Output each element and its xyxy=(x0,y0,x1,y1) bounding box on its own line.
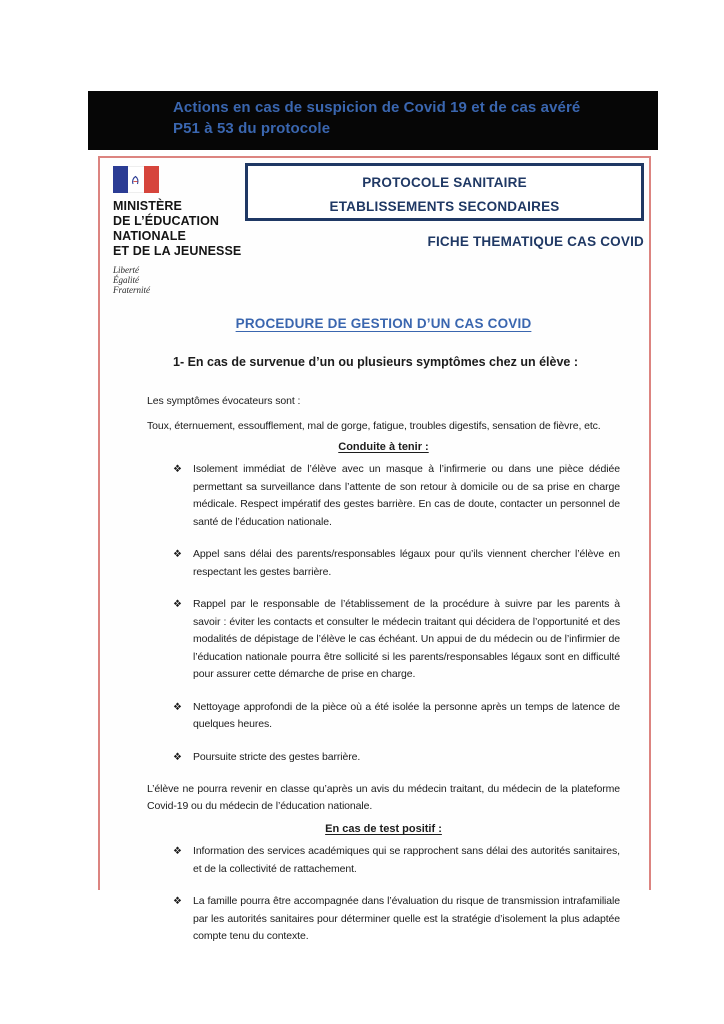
symptoms-list: Toux, éternuement, essoufflement, mal de gorge, fatigue, troubles digestifs, sensation de fièvre, etc. xyxy=(147,420,601,432)
list-item-text: Nettoyage approfondi de la pièce où a été isolée la personne après un temps de latence de quelques heures. xyxy=(193,700,620,730)
conduite-heading xyxy=(147,441,620,453)
ministry-name-line: DE L’ÉDUCATION xyxy=(113,214,220,228)
test-positif-heading xyxy=(147,823,620,835)
list-item-text: Rappel par le responsable de l’établissement de la procédure à suivre par les parents à savoir : éviter les contacts et consulter le médecin traitant qui décidera de l’opportunité et des modalités de dépistage de l’élève le cas échéant. Un appui de du médecin ou de l’infirmier de l’éducation nationale pourra être sollicité si les parents/responsables légaux sont en difficulté pour assurer cette démarche de prise en charge. xyxy=(193,598,620,680)
symptoms-intro: Les symptômes évocateurs sont : xyxy=(147,395,301,407)
flag-white-band xyxy=(128,166,143,193)
section-1-heading: 1- En cas de survenue d’un ou plusieurs symptômes chez un élève : xyxy=(173,355,578,369)
document-title: PROCEDURE DE GESTION D’UN CAS COVID xyxy=(235,316,532,331)
list-item-text: Appel sans délai des parents/responsables légaux pour qu’ils viennent chercher l’élève en respectant les gestes barrière. xyxy=(193,548,620,578)
protocol-box-line2: ETABLISSEMENTS SECONDAIRES xyxy=(329,199,560,214)
test-positif-list xyxy=(147,843,620,946)
ministry-name-line: NATIONALE xyxy=(113,229,186,243)
ministry-logo-block xyxy=(113,166,248,295)
conduite-list xyxy=(147,461,620,766)
diamond-bullet-icon: ❖ xyxy=(173,464,182,475)
french-flag-icon xyxy=(113,166,159,193)
flag-red-band xyxy=(144,166,159,193)
motto-line: Égalité xyxy=(113,275,139,285)
list-item-text: Poursuite stricte des gestes barrière. xyxy=(193,750,361,763)
diamond-bullet-icon: ❖ xyxy=(173,846,182,857)
protocol-box-line1: PROTOCOLE SANITAIRE xyxy=(362,175,527,190)
marianne-emblem-icon xyxy=(131,175,140,186)
list-item xyxy=(147,546,620,581)
diamond-bullet-icon: ❖ xyxy=(173,599,182,610)
conduite-heading-text: Conduite à tenir : xyxy=(338,441,429,453)
protocol-title-box xyxy=(245,163,644,221)
diamond-bullet-icon: ❖ xyxy=(173,549,182,560)
ministry-motto xyxy=(113,265,248,295)
test-positif-heading-text: En cas de test positif : xyxy=(325,823,442,835)
list-item xyxy=(147,843,620,878)
list-item xyxy=(147,893,620,946)
diamond-bullet-icon: ❖ xyxy=(173,896,182,907)
ministry-name-line: MINISTÈRE xyxy=(113,199,182,213)
header-banner xyxy=(88,91,658,150)
motto-line: Liberté xyxy=(113,265,139,275)
motto-line: Fraternité xyxy=(113,285,150,295)
list-item-text: La famille pourra être accompagnée dans l’évaluation du risque de transmission intrafamiliale par les autorités sanitaires pour déterminer quelle est la stratégie d’isolement la plus adaptée compte tenu du contexte. xyxy=(193,895,620,942)
list-item-text: Isolement immédiat de l’élève avec un masque à l’infirmerie ou dans une pièce dédiée permettant sa surveillance dans l’attente de son retour à domicile ou de sa prise en charge médicale. Respect impératif des gestes barrière. En cas de doute, contacter un personnel de santé de l’éducation nationale. xyxy=(193,463,620,528)
diamond-bullet-icon: ❖ xyxy=(173,701,182,713)
ministry-name xyxy=(113,199,248,259)
list-item xyxy=(147,461,620,531)
list-item xyxy=(147,596,620,684)
list-item-text: Information des services académiques qui se rapprochent sans délai des autorités sanitaires, et de la collectivité de rattachement. xyxy=(193,845,620,875)
ministry-name-line: ET DE LA JEUNESSE xyxy=(113,244,242,258)
return-to-class-note: L’élève ne pourra revenir en classe qu’après un avis du médecin traitant, du médecin de la plateforme Covid-19 ou du médecin de l’éducation nationale. xyxy=(147,783,620,812)
banner-title-line1: Actions en cas de suspicion de Covid 19 et de cas avéré xyxy=(173,99,581,116)
list-item xyxy=(147,699,620,734)
fiche-thematique-label: FICHE THEMATIQUE CAS COVID xyxy=(427,234,644,249)
document-page xyxy=(98,156,651,942)
document-body xyxy=(147,316,620,961)
banner-title-line2: P51 à 53 du protocole xyxy=(173,120,331,137)
diamond-bullet-icon: ❖ xyxy=(173,751,182,763)
list-item xyxy=(147,749,620,767)
flag-blue-band xyxy=(113,166,128,193)
